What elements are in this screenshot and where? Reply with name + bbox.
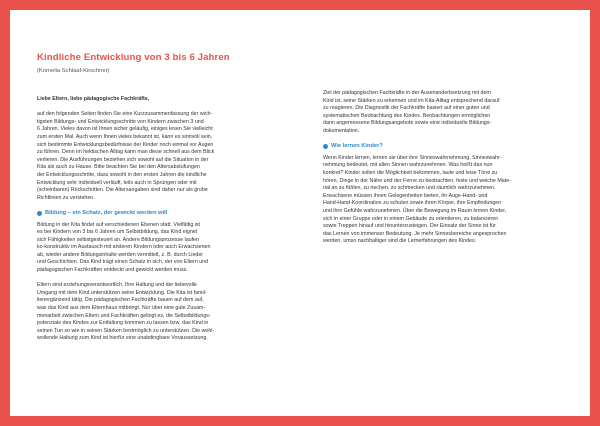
text-line: der Entwicklungsschritte, dass sowohl in den ersten Jahren die kindliche [37,171,207,178]
text-line: 6 Jahren. Vieles davon ist Ihnen sicher geläufig, einiges lesen Sie vielleicht [37,126,213,133]
text-line: menarbeit zwischen Eltern und Fachkräften gelingt es, die Selbstbildungs- [37,312,211,319]
text-line: Umgang mit dem Kind unterstützen seine Entwicklung. Die Kita ist famil- [37,289,207,296]
text-line: Eltern sind erziehungsverantwortlich. Ihre Haltung und der liebevolle [37,282,197,289]
text-line: pädagogischen Fachkräften entdeckt und gewickt werden muss. [37,267,188,274]
text-line: Bildung in der Kita findet auf verschiedenen Ebenen statt. Vielfältig ist [37,221,201,228]
text-line: Erwachsene müssen ihnen Gelegenheiten bieten, ihr Auge-Hand- und [323,192,488,199]
bullet-dot-icon [323,144,328,149]
document-page [10,10,590,416]
text-line: sich bestimmte Entwicklungsbedürfnisse der Kinder noch einmal vor Augen [37,141,214,148]
document-title: Kindliche Entwicklung von 3 bis 6 Jahren [37,52,230,63]
text-line: tigsten Bildungs- und Entwicklungsschritte von Kindern zwischen 3 und [37,118,204,125]
text-line: was das Kind aus dem Elternhaus mitbringt. Nur über eine gute Zusam- [37,305,206,312]
text-line: sich in einer Gruppe oder in einem Gebäude zu orientieren, zu balancieren [323,215,499,222]
text-line: zum ersten Mal. Auch wenn Ihnen vieles bekannt ist, kann es sinnvoll sein, [37,133,213,140]
text-line: Kita als auch zu Hause. Bitte beachten Sie bei den Altersabstufungen [37,164,200,171]
text-line: systematischen Beobachtung des Kindes. Beobachtungen ermöglichen [323,112,491,119]
text-line: konkret? Kinder sollen die Möglichkeit bekommen, laute und leise Töne zu [323,169,498,176]
text-line: seinen Tun so wie in seinen Stärken bestmöglich zu unterstützen. Die wohl- [37,327,215,334]
text-line: und ihre Gefühle wahrzunehmen. Über die Bewegung im Raum lernen Kinder, [323,207,507,214]
bullet-dot-icon [37,211,42,216]
text-line: rial an zu fühlen, zu riechen, zu schmecken und räumlich wahrzunehmen. [323,185,496,192]
lernen-paragraph [323,155,573,246]
text-line: dokumentation. [323,127,360,134]
text-line: und Geschichten. Das Kind trägt einen Schatz in sich, der von Eltern und [37,259,209,266]
text-line: hören, Dinge in der Nähe und der Ferne zu beobachten, feste und weiche Mate- [323,177,511,184]
text-line: sowie Treppen hinauf und hinunterzusteigen. Der Einsatz der Sinne ist für [323,223,496,230]
section-heading-text: Wie lernen Kinder? [331,143,383,150]
text-line: verlieren. Die Ausführungen beziehen sich sowohl auf die Situation in der [37,156,209,163]
text-line: potenziale des Kindes zur Entfaltung kommen zu lassen bzw. das Kind in [37,320,209,327]
text-line: ko-konstruktiv im Austausch mit anderen Kindern oder auch Erwachsenen [37,244,211,251]
text-line: nehmung bedeutet, mit allen Sinnen wahrzunehmen. Was heißt das nun [323,162,493,169]
text-line: Wenn Kinder lernen, lernen sie über ihre Sinneswahrnehmung. Sinneswahr- [323,154,502,161]
intro-paragraph [37,111,287,202]
text-line: werden, umso nachhaltiger sind die Lernerfahrungen des Kindes. [323,238,477,245]
document-author: (Kornelia Schlaaf-Kirschner) [37,68,110,74]
text-line: sich Fähigkeiten selbstgesteuert an. Andere Bildungsprozesse laufen [37,236,199,243]
text-line: ab, wieder andere Bildungsinhalte werden vermittelt, z. B. durch Lieder [37,251,204,258]
text-line: Ziel der pädagogischen Fachkräfte in der Ausenanderbsetzung mit dem [323,90,491,96]
text-line: dann angemessene Bildungsangebote sowie eine individuelle Bildungs- [323,120,492,127]
text-line: wollende Haltung zum Kind ist hierfür eine unabdingbare Voraussetzung. [37,335,208,342]
left-column [37,96,287,351]
text-line: es bei Kindern von 3 bis 6 Jahren um Selbstbildung, das Kind eignet [37,229,198,236]
text-line: lienergänzend tätig. Die pädagogischen Fachkräfte bauen auf dem auf, [37,297,204,304]
greeting: Liebe Eltern, liebe pädagogische Fachkräfte, [37,96,150,102]
text-line: Hand-Hand-Koordination zu schulen sowie ihren Körper, ihre Empfindungen [323,200,502,207]
text-line: Kind ist, seine Stärken zu erkennen und im Kita-Alltag entsprechend darauf [323,97,500,104]
text-line: Richtlinien zu verstehen. [37,194,95,201]
text-line: (scheinbaren) Rückschritten. Die Altersangaben sind daher nur als grobe [37,187,208,194]
ziel-paragraph [323,90,573,136]
text-line: zu reagieren. Die Diagnostik der Fachkräfte basiert auf einer guten und [323,105,490,112]
text-line: zu führen. Denn im hektischen Alltag kann man diese schnell aus dem Blick [37,149,215,156]
right-column [323,90,573,253]
text-line: das Lernen von immenser Bedeutung. Je mehr Sinnesbereiche angesprochen [323,230,507,237]
text-line: Entwicklung sehr individuell verläuft, teils auch in Sprüngen oder mit [37,179,197,186]
section-heading-text: Bildung – ein Schatz, der gewickt werden will [45,209,168,216]
text-line: auf den folgenden Seiten finden Sie eine Kurzzusammenfassung der wich- [37,111,213,118]
bildung-paragraph-2 [37,282,287,343]
section-heading-bildung [37,210,287,218]
bildung-paragraph-1 [37,222,287,275]
section-heading-lernen [323,143,573,151]
